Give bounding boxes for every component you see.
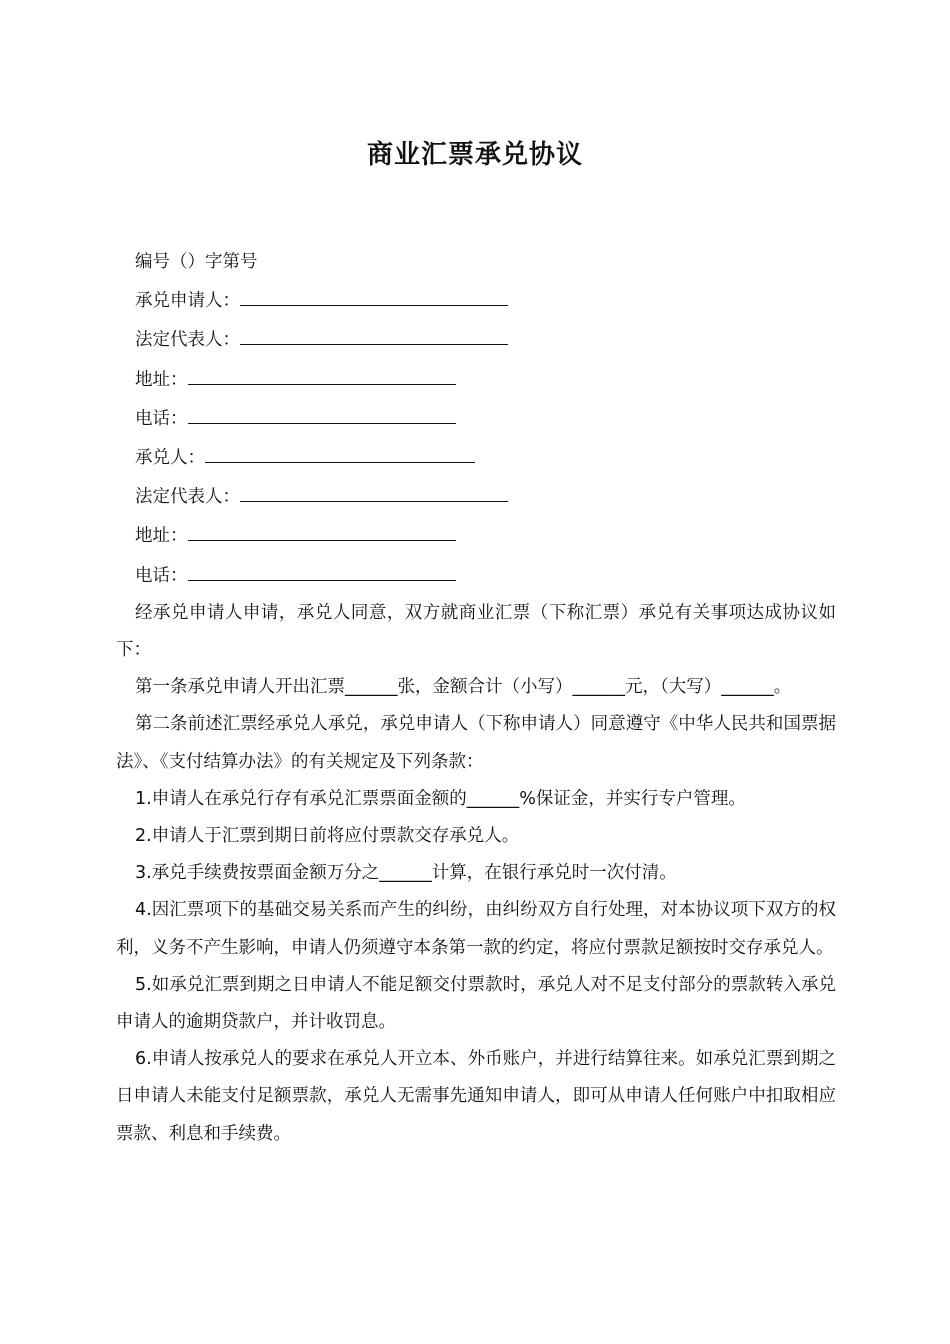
field-applicant-phone: [116, 399, 836, 438]
field-applicant: [116, 281, 836, 320]
field-applicant-address: [116, 360, 836, 399]
field-applicant-legal-rep: [116, 320, 836, 359]
fill-in-blank: [205, 438, 475, 463]
clause-5: 5.如承兑汇票到期之日申请人不能足额交付票款时，承兑人对不足支付部分的票款转入承兑申请人的逾期贷款户，并计收罚息。: [116, 974, 836, 1033]
number-line: 编号（）字第号: [135, 252, 258, 272]
field-acceptor-address: [116, 516, 836, 555]
field-label: 承兑申请人：: [135, 291, 240, 312]
clause-4: 4.因汇票项下的基础交易关系而产生的纠纷，由纠纷双方自行处理，对本协议项下双方的权利，义务不产生影响，申请人仍须遵守本条第一款的约定，将应付票款足额按时交存承兑人。: [116, 900, 836, 958]
fill-in-blank: [240, 477, 508, 502]
fill-in-blank: [240, 320, 508, 345]
article-1: 第一条承兑申请人开出汇票______张，金额合计（小写）______元，（大写）______。: [135, 677, 792, 698]
fill-in-blank: [188, 556, 456, 581]
clause-3: 3.承兑手续费按票面金额万分之______计算，在银行承兑时一次付清。: [135, 863, 677, 884]
field-label: 电话：: [135, 565, 188, 586]
document-body: [116, 244, 836, 1153]
field-label: 地址：: [135, 526, 188, 547]
field-label: 承兑人：: [135, 448, 205, 469]
article-2: 第二条前述汇票经承兑人承兑，承兑申请人（下称申请人）同意遵守《中华人民共和国票据法》、《支付结算办法》的有关规定及下列条款：: [116, 714, 836, 772]
field-label: 法定代表人：: [135, 487, 240, 508]
field-acceptor: [116, 438, 836, 477]
clause-1: 1.申请人在承兑行存有承兑汇票票面金额的______%保证金，并实行专户管理。: [135, 788, 746, 809]
document-title: 商业汇票承兑协议: [366, 140, 583, 170]
field-label: 法定代表人：: [135, 330, 240, 351]
clause-6: 6.申请人按承兑人的要求在承兑人开立本、外币账户，并进行结算往来。如承兑汇票到期之日申请人未能支付足额票款，承兑人无需事先通知申请人，即可从申请人任何账户中扣取相应票款、利息和手续费。: [116, 1049, 836, 1144]
fill-in-blank: [188, 360, 456, 385]
fill-in-blank: [188, 399, 456, 424]
preamble-paragraph: 经承兑申请人申请，承兑人同意，双方就商业汇票（下称汇票）承兑有关事项达成协议如下：: [116, 602, 836, 661]
field-acceptor-phone: [116, 556, 836, 595]
field-label: 地址：: [135, 369, 188, 390]
field-label: 电话：: [135, 408, 188, 429]
fill-in-blank: [188, 516, 456, 541]
field-acceptor-legal-rep: [116, 477, 836, 516]
clause-2: 2.申请人于汇票到期日前将应付票款交存承兑人。: [135, 826, 520, 847]
fill-in-blank: [240, 281, 508, 306]
